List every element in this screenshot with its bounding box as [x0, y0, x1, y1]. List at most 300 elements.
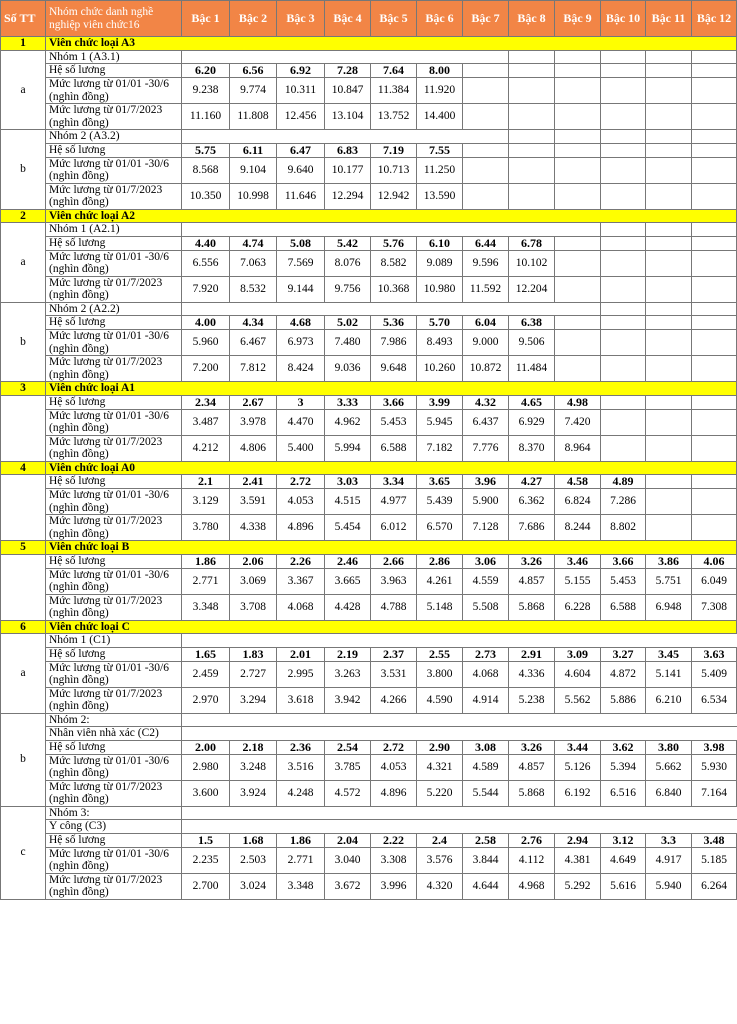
empty-cell: [646, 409, 692, 435]
empty-cell: [463, 130, 509, 144]
empty-cell: [692, 64, 737, 78]
value-cell: 2.503: [230, 847, 277, 873]
value-cell: 4.589: [463, 754, 509, 780]
value-cell: 3.06: [463, 554, 509, 568]
value-cell: 5.508: [463, 594, 509, 620]
value-cell: 5.292: [555, 873, 601, 899]
subgroup-name: Nhóm 1 (A2.1): [46, 223, 182, 237]
empty-cell: [692, 330, 737, 356]
value-cell: 3.924: [230, 780, 277, 806]
value-cell: 9.506: [509, 330, 555, 356]
value-cell: 5.185: [692, 847, 737, 873]
salary-h1-row: [1, 409, 737, 435]
value-cell: 2.771: [277, 847, 325, 873]
value-cell: 4.914: [463, 687, 509, 713]
value-cell: 4.604: [555, 661, 601, 687]
value-cell: 5.02: [325, 316, 371, 330]
empty-cell: [692, 475, 737, 489]
value-cell: 10.872: [463, 356, 509, 382]
empty-cell: [182, 713, 230, 727]
value-cell: 2.01: [277, 647, 325, 661]
header-bac: Bậc 2: [230, 1, 277, 37]
value-cell: 7.686: [509, 515, 555, 541]
empty-cell: [646, 78, 692, 104]
empty-cell: [601, 356, 646, 382]
empty-cell: [601, 104, 646, 130]
empty-cell: [277, 223, 325, 237]
header-bac: Bậc 9: [555, 1, 601, 37]
value-cell: 6.824: [555, 489, 601, 515]
value-cell: 6.437: [463, 409, 509, 435]
value-cell: 7.569: [277, 250, 325, 276]
value-cell: 6.10: [417, 236, 463, 250]
empty-cell: [230, 806, 277, 820]
empty-cell: [692, 713, 737, 727]
empty-cell: [692, 489, 737, 515]
value-cell: 8.076: [325, 250, 371, 276]
group-label: c: [1, 806, 46, 899]
value-cell: 3.27: [601, 647, 646, 661]
value-cell: 6.467: [230, 330, 277, 356]
value-cell: 12.456: [277, 104, 325, 130]
value-cell: 3.03: [325, 475, 371, 489]
value-cell: 4.857: [509, 568, 555, 594]
value-cell: 2.76: [509, 833, 555, 847]
row-label: Hệ số lương: [46, 395, 182, 409]
table-body: [1, 37, 737, 900]
coefficient-row: [1, 143, 737, 157]
value-cell: 3.618: [277, 687, 325, 713]
value-cell: 7.28: [325, 64, 371, 78]
value-cell: 4.320: [417, 873, 463, 899]
value-cell: 4.806: [230, 435, 277, 461]
empty-cell: [417, 713, 463, 727]
empty-cell: [230, 713, 277, 727]
value-cell: 3.80: [646, 740, 692, 754]
header-bac: Bậc 10: [601, 1, 646, 37]
value-cell: 7.920: [182, 276, 230, 302]
row-label: Mức lương từ 01/7/2023 (nghìn đồng): [46, 780, 182, 806]
empty-cell: [325, 713, 371, 727]
header-bac: Bậc 8: [509, 1, 555, 37]
empty-cell: [692, 50, 737, 64]
value-cell: 4.977: [371, 489, 417, 515]
value-cell: 4.00: [182, 316, 230, 330]
value-cell: 5.439: [417, 489, 463, 515]
salary-h2-row: [1, 104, 737, 130]
group-label: a: [1, 634, 46, 714]
value-cell: 5.940: [646, 873, 692, 899]
value-cell: 5.616: [601, 873, 646, 899]
empty-cell: [646, 250, 692, 276]
subgroup-name: Nhóm 2 (A3.2): [46, 130, 182, 144]
value-cell: 6.56: [230, 64, 277, 78]
value-cell: 3.63: [692, 647, 737, 661]
empty-cell: [601, 302, 646, 316]
row-label: Mức lương từ 01/7/2023 (nghìn đồng): [46, 104, 182, 130]
empty-cell: [555, 634, 601, 648]
value-cell: 4.212: [182, 435, 230, 461]
value-cell: 11.920: [417, 78, 463, 104]
value-cell: 6.92: [277, 64, 325, 78]
empty-cell: [325, 130, 371, 144]
value-cell: 4.40: [182, 236, 230, 250]
value-cell: 6.47: [277, 143, 325, 157]
empty-cell: [692, 409, 737, 435]
value-cell: 4.68: [277, 316, 325, 330]
empty-cell: [601, 183, 646, 209]
value-cell: 1.83: [230, 647, 277, 661]
value-cell: 6.83: [325, 143, 371, 157]
row-label: Hệ số lương: [46, 316, 182, 330]
empty-cell: [371, 727, 417, 741]
subgroup-row: [1, 223, 737, 237]
value-cell: 3.780: [182, 515, 230, 541]
salary-h1-row: [1, 250, 737, 276]
value-cell: 4.068: [463, 661, 509, 687]
coefficient-row: [1, 833, 737, 847]
empty-cell: [692, 806, 737, 820]
value-cell: 2.46: [325, 554, 371, 568]
value-cell: 8.424: [277, 356, 325, 382]
empty-cell: [692, 316, 737, 330]
value-cell: 2.04: [325, 833, 371, 847]
section-row: [1, 620, 737, 634]
empty-cell: [509, 104, 555, 130]
value-cell: 3.591: [230, 489, 277, 515]
value-cell: 2.26: [277, 554, 325, 568]
value-cell: 6.570: [417, 515, 463, 541]
header-bac: Bậc 6: [417, 1, 463, 37]
section-row: [1, 382, 737, 396]
value-cell: 11.384: [371, 78, 417, 104]
empty-cell: [277, 130, 325, 144]
empty-cell: [601, 250, 646, 276]
empty-cell: [692, 302, 737, 316]
header-nhom: Nhóm chức danh nghề nghiệp viên chức16: [46, 1, 182, 37]
empty-cell: [371, 302, 417, 316]
empty-cell: [325, 634, 371, 648]
value-cell: 4.58: [555, 475, 601, 489]
empty-cell: [555, 104, 601, 130]
empty-cell: [692, 236, 737, 250]
value-cell: 5.544: [463, 780, 509, 806]
value-cell: 3.531: [371, 661, 417, 687]
value-cell: 9.089: [417, 250, 463, 276]
empty-cell: [182, 130, 230, 144]
subgroup-name: Y công (C3): [46, 820, 182, 834]
empty-cell: [463, 634, 509, 648]
salary-h2-row: [1, 687, 737, 713]
value-cell: 7.776: [463, 435, 509, 461]
empty-cell: [646, 435, 692, 461]
value-cell: 4.266: [371, 687, 417, 713]
row-label: Mức lương từ 01/7/2023 (nghìn đồng): [46, 873, 182, 899]
subgroup-name: Nhóm 2 (A2.2): [46, 302, 182, 316]
empty-cell: [509, 223, 555, 237]
subgroup-row: [1, 50, 737, 64]
group-label: b: [1, 302, 46, 382]
empty-cell: [601, 50, 646, 64]
empty-cell: [692, 395, 737, 409]
empty-cell: [509, 64, 555, 78]
empty-cell: [277, 713, 325, 727]
salary-h2-row: [1, 183, 737, 209]
salary-h2-row: [1, 515, 737, 541]
empty-cell: [646, 143, 692, 157]
value-cell: 4.872: [601, 661, 646, 687]
value-cell: 10.177: [325, 157, 371, 183]
value-cell: 4.788: [371, 594, 417, 620]
salary-h1-row: [1, 661, 737, 687]
header-stt: Số TT: [1, 1, 46, 37]
value-cell: 5.994: [325, 435, 371, 461]
value-cell: 3.978: [230, 409, 277, 435]
value-cell: 10.102: [509, 250, 555, 276]
empty-cell: [325, 820, 371, 834]
empty-cell: [325, 302, 371, 316]
value-cell: 6.04: [463, 316, 509, 330]
value-cell: 3.62: [601, 740, 646, 754]
value-cell: 5.454: [325, 515, 371, 541]
group-label: a: [1, 50, 46, 130]
salary-h2-row: [1, 356, 737, 382]
coefficient-row: [1, 475, 737, 489]
empty-cell: [646, 515, 692, 541]
value-cell: 6.049: [692, 568, 737, 594]
empty-cell: [692, 356, 737, 382]
value-cell: 4.962: [325, 409, 371, 435]
value-cell: 5.960: [182, 330, 230, 356]
value-cell: 5.126: [555, 754, 601, 780]
value-cell: 2.90: [417, 740, 463, 754]
empty-cell: [555, 302, 601, 316]
salary-h2-row: [1, 594, 737, 620]
value-cell: 5.409: [692, 661, 737, 687]
value-cell: 4.053: [277, 489, 325, 515]
salary-h2-row: [1, 435, 737, 461]
value-cell: 12.294: [325, 183, 371, 209]
row-label: Mức lương từ 01/01 -30/6 (nghìn đồng): [46, 847, 182, 873]
value-cell: 3.263: [325, 661, 371, 687]
subgroup-row: [1, 727, 737, 741]
value-cell: 4.896: [371, 780, 417, 806]
value-cell: 11.592: [463, 276, 509, 302]
value-cell: 2.86: [417, 554, 463, 568]
section-title: Viên chức loại A2: [46, 209, 737, 223]
empty-cell: [182, 727, 230, 741]
value-cell: 4.381: [555, 847, 601, 873]
empty-cell: [646, 183, 692, 209]
value-cell: 5.886: [601, 687, 646, 713]
value-cell: 13.104: [325, 104, 371, 130]
value-cell: 5.662: [646, 754, 692, 780]
value-cell: 3.800: [417, 661, 463, 687]
empty-cell: [230, 302, 277, 316]
value-cell: 6.11: [230, 143, 277, 157]
value-cell: 12.204: [509, 276, 555, 302]
empty-cell: [417, 634, 463, 648]
empty-cell: [646, 104, 692, 130]
value-cell: 10.260: [417, 356, 463, 382]
empty-cell: [601, 820, 646, 834]
value-cell: 2.4: [417, 833, 463, 847]
value-cell: 11.160: [182, 104, 230, 130]
section-number: 1: [1, 37, 46, 51]
empty-cell: [371, 223, 417, 237]
empty-cell: [509, 130, 555, 144]
row-label: Mức lương từ 01/7/2023 (nghìn đồng): [46, 356, 182, 382]
empty-cell: [646, 475, 692, 489]
value-cell: 3.516: [277, 754, 325, 780]
value-cell: 5.220: [417, 780, 463, 806]
value-cell: 3.069: [230, 568, 277, 594]
row-label: Mức lương từ 01/7/2023 (nghìn đồng): [46, 276, 182, 302]
value-cell: 14.400: [417, 104, 463, 130]
empty-cell: [371, 50, 417, 64]
value-cell: 4.32: [463, 395, 509, 409]
value-cell: 7.19: [371, 143, 417, 157]
empty-cell: [601, 330, 646, 356]
value-cell: 4.470: [277, 409, 325, 435]
section-number: 3: [1, 382, 46, 396]
value-cell: 10.350: [182, 183, 230, 209]
subgroup-row: [1, 302, 737, 316]
empty-cell: [646, 316, 692, 330]
subgroup-row: [1, 820, 737, 834]
empty-cell: [601, 316, 646, 330]
salary-h1-row: [1, 847, 737, 873]
empty-cell: [692, 157, 737, 183]
value-cell: 1.86: [182, 554, 230, 568]
salary-h2-row: [1, 873, 737, 899]
subgroup-row: [1, 806, 737, 820]
value-cell: 1.68: [230, 833, 277, 847]
value-cell: 3.248: [230, 754, 277, 780]
empty-cell: [371, 806, 417, 820]
salary-h1-row: [1, 754, 737, 780]
value-cell: 6.362: [509, 489, 555, 515]
section-title: Viên chức loại B: [46, 541, 737, 555]
row-label: Mức lương từ 01/01 -30/6 (nghìn đồng): [46, 568, 182, 594]
value-cell: 7.308: [692, 594, 737, 620]
value-cell: 3.308: [371, 847, 417, 873]
value-cell: 4.649: [601, 847, 646, 873]
empty-cell: [555, 78, 601, 104]
value-cell: 2.19: [325, 647, 371, 661]
value-cell: 6.588: [601, 594, 646, 620]
value-cell: 4.248: [277, 780, 325, 806]
value-cell: 3.08: [463, 740, 509, 754]
value-cell: 7.420: [555, 409, 601, 435]
row-label: Mức lương từ 01/01 -30/6 (nghìn đồng): [46, 754, 182, 780]
empty-cell: [601, 130, 646, 144]
empty-cell: [555, 143, 601, 157]
empty-cell: [646, 130, 692, 144]
value-cell: 2.91: [509, 647, 555, 661]
empty-cell: [463, 50, 509, 64]
empty-cell: [601, 223, 646, 237]
empty-cell: [555, 50, 601, 64]
value-cell: 4.336: [509, 661, 555, 687]
empty-cell: [182, 820, 230, 834]
value-cell: 2.67: [230, 395, 277, 409]
value-cell: 6.38: [509, 316, 555, 330]
value-cell: 6.210: [646, 687, 692, 713]
value-cell: 3.99: [417, 395, 463, 409]
value-cell: 10.713: [371, 157, 417, 183]
empty-cell: [601, 78, 646, 104]
group-label: [1, 475, 46, 541]
value-cell: 5.900: [463, 489, 509, 515]
value-cell: 4.27: [509, 475, 555, 489]
value-cell: 4.917: [646, 847, 692, 873]
empty-cell: [692, 223, 737, 237]
empty-cell: [646, 236, 692, 250]
empty-cell: [601, 64, 646, 78]
subgroup-row: [1, 130, 737, 144]
value-cell: 2.36: [277, 740, 325, 754]
value-cell: 8.00: [417, 64, 463, 78]
value-cell: 2.727: [230, 661, 277, 687]
value-cell: 2.459: [182, 661, 230, 687]
value-cell: 2.995: [277, 661, 325, 687]
empty-cell: [277, 820, 325, 834]
value-cell: 5.400: [277, 435, 325, 461]
empty-cell: [509, 302, 555, 316]
value-cell: 2.771: [182, 568, 230, 594]
value-cell: 2.980: [182, 754, 230, 780]
empty-cell: [601, 435, 646, 461]
value-cell: 13.590: [417, 183, 463, 209]
empty-cell: [230, 634, 277, 648]
empty-cell: [555, 157, 601, 183]
empty-cell: [417, 727, 463, 741]
value-cell: 10.998: [230, 183, 277, 209]
value-cell: 3.963: [371, 568, 417, 594]
value-cell: 9.144: [277, 276, 325, 302]
row-label: Mức lương từ 01/01 -30/6 (nghìn đồng): [46, 330, 182, 356]
header-bac: Bậc 5: [371, 1, 417, 37]
value-cell: 3.48: [692, 833, 737, 847]
empty-cell: [417, 806, 463, 820]
value-cell: 6.534: [692, 687, 737, 713]
empty-cell: [646, 330, 692, 356]
header-bac: Bậc 7: [463, 1, 509, 37]
value-cell: 1.86: [277, 833, 325, 847]
section-title: Viên chức loại C: [46, 620, 737, 634]
value-cell: 9.756: [325, 276, 371, 302]
value-cell: 3.26: [509, 740, 555, 754]
coefficient-row: [1, 316, 737, 330]
empty-cell: [463, 223, 509, 237]
empty-cell: [646, 713, 692, 727]
value-cell: 6.44: [463, 236, 509, 250]
empty-cell: [325, 50, 371, 64]
value-cell: 5.76: [371, 236, 417, 250]
value-cell: 2.55: [417, 647, 463, 661]
empty-cell: [277, 727, 325, 741]
salary-h1-row: [1, 78, 737, 104]
empty-cell: [555, 130, 601, 144]
value-cell: 4.896: [277, 515, 325, 541]
empty-cell: [182, 223, 230, 237]
value-cell: 9.104: [230, 157, 277, 183]
value-cell: 4.559: [463, 568, 509, 594]
empty-cell: [555, 183, 601, 209]
header-bac: Bậc 3: [277, 1, 325, 37]
row-label: Mức lương từ 01/7/2023 (nghìn đồng): [46, 515, 182, 541]
